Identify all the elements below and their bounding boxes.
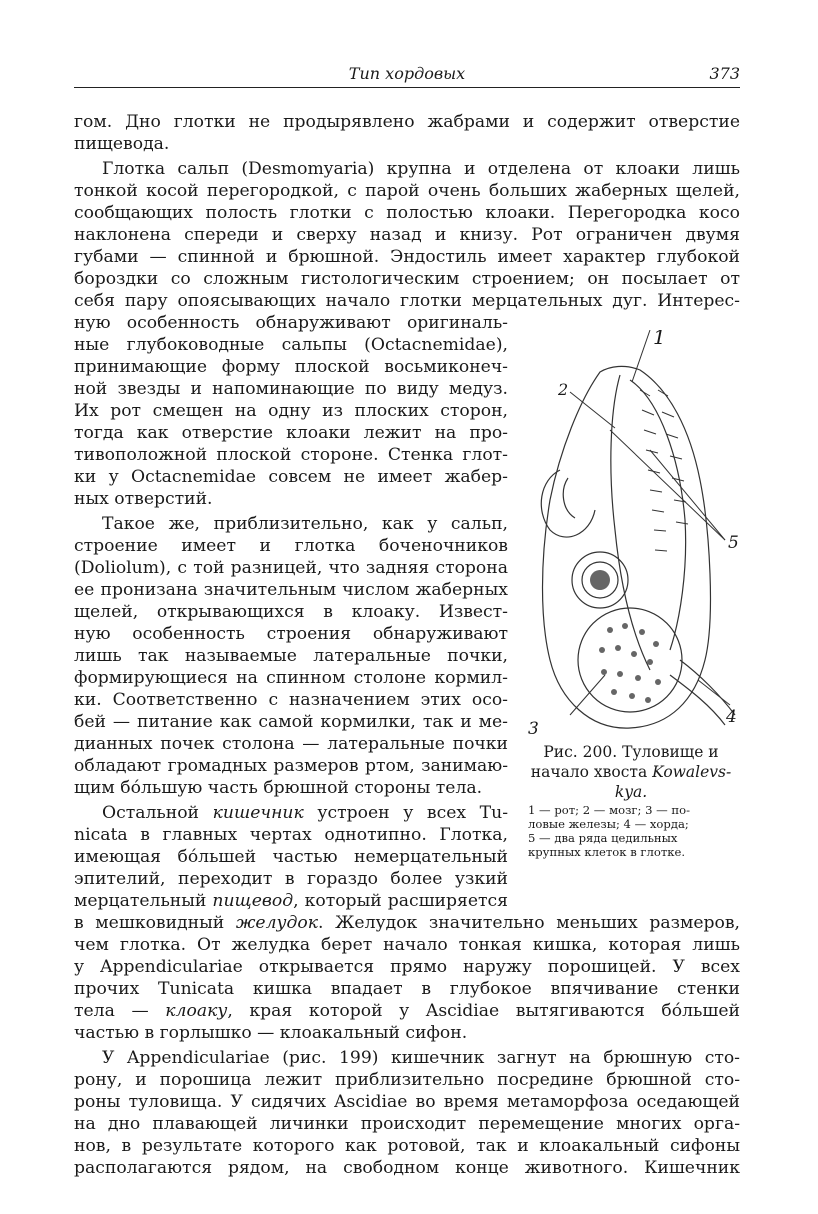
figure-label-4: 4 <box>726 707 737 727</box>
text-line: ки у Octacnemidae совсем не имеет жабер- <box>74 467 508 487</box>
term-intestine: кишечник <box>212 803 304 823</box>
text-line: ную особенность строения обнаруживают <box>74 624 508 644</box>
figure-kowalevskya <box>520 330 745 738</box>
text-line <box>74 890 508 912</box>
text-line: Такое же, приблизительно, как у сальп, <box>102 514 508 534</box>
text-line: тонкой косой перегородкой, с парой очень больших жаберных щелей, <box>74 181 740 201</box>
text-line: (Doliolum), с той разницей, что задняя сторона <box>74 558 508 578</box>
caption-species: kya. <box>614 783 648 801</box>
page-number: 373 <box>709 64 740 83</box>
text-run: устроен у всех Tu- <box>317 803 509 823</box>
text-line: имеющая бо́льшей частью немерцательный <box>74 847 508 867</box>
caption-line <box>520 762 742 782</box>
text-run: мерцательный <box>74 891 207 911</box>
figure-caption <box>520 742 742 802</box>
header-rule <box>74 87 740 88</box>
text-line: тивоположной плоской стороне. Стенка глот- <box>74 445 508 465</box>
text-line: пищевода. <box>74 134 170 154</box>
figure-label-2: 2 <box>558 380 569 399</box>
text-run: , края которой у Ascidiae вытягиваются бо́льшей <box>227 1001 741 1021</box>
text-line: ной звезды и напоминающие по виду медуз. <box>74 379 508 399</box>
text-line: лишь так называемые латеральные почки, <box>74 646 508 666</box>
term-stomach: желудок <box>235 913 319 933</box>
text-line: эпителий, переходит в гораздо более узкий <box>74 869 508 889</box>
caption-text: начало хвоста <box>530 763 648 781</box>
text-line: строение имеет и глотка боченочников <box>74 536 508 556</box>
term-cloaca: клоаку <box>165 1001 228 1021</box>
text-line: ную особенность обнаруживают оригиналь- <box>74 313 508 333</box>
text-run: , который расширяется <box>293 891 508 911</box>
text-line: щим бо́льшую часть брюшной стороны тела. <box>74 778 483 798</box>
text-line: Их рот смещен на одну из плоских сторон, <box>74 401 508 421</box>
text-run: в мешковидный <box>74 913 225 933</box>
figure-legend <box>528 803 742 859</box>
text-line: дианных почек столона — латеральные почки <box>74 734 508 754</box>
figure-label-5: 5 <box>728 533 739 553</box>
legend-line: 5 — два ряда цедильных <box>528 831 678 845</box>
text-run: . Желудок значительно меньших размеров, <box>318 913 740 933</box>
text-line: принимающие форму плоской восьмиконеч- <box>74 357 508 377</box>
text-line: себя пару опоясывающих начало глотки мерцательных дуг. Интерес- <box>74 291 740 311</box>
text-line: nicata в главных чертах однотипно. Глотка, <box>74 825 508 845</box>
legend-line: крупных клеток в глотке. <box>528 845 686 859</box>
text-run: Остальной <box>102 803 200 823</box>
text-line: сообщающих полость глотки с полостью клоаки. Перегородка косо <box>74 203 740 223</box>
text-line: бороздки со сложным гистологическим строением; он посылает от <box>74 269 740 289</box>
text-line: у Appendiculariae открывается прямо наружу порошицей. У всех <box>74 957 740 977</box>
text-line: чем глотка. От желудка берет начало тонкая кишка, которая лишь <box>74 935 740 955</box>
text-line: прочих Tunicata кишка впадает в глубокое впячивание стенки <box>74 979 740 999</box>
text-line <box>74 1000 740 1022</box>
caption-line: Рис. 200. Туловище и <box>543 743 719 761</box>
text-line: нов, в результате которого как ротовой, так и клоакальный сифоны <box>74 1136 740 1156</box>
caption-line <box>520 782 742 802</box>
text-line: обладают громадных размеров ртом, занимаю- <box>74 756 508 776</box>
text-line: гом. Дно глотки не продырявлено жабрами и содержит отверстие <box>74 112 740 132</box>
text-line: У Appendiculariae (рис. 199) кишечник загнут на брюшную сто- <box>102 1048 740 1068</box>
text-line: щелей, открывающихся в клоаку. Извест- <box>74 602 508 622</box>
running-title: Тип хордовых <box>348 64 466 83</box>
figure-label-3: 3 <box>528 719 539 738</box>
legend-line: 1 — рот; 2 — мозг; 3 — по- <box>528 803 691 817</box>
text-line: Глотка сальп (Desmomyaria) крупна и отделена от клоаки лишь <box>102 159 740 179</box>
text-line: ее пронизана значительным числом жаберных <box>74 580 508 600</box>
running-header <box>74 62 740 86</box>
text-line <box>74 802 508 824</box>
text-line: формирующиеся на спинном столоне кормил- <box>74 668 508 688</box>
caption-species: Kowalevs- <box>652 763 732 781</box>
text-line: бей — питание как самой кормилки, так и ме- <box>74 712 508 732</box>
text-line: ных отверстий. <box>74 489 213 509</box>
text-line: располагаются рядом, на свободном конце животного. Кишечник <box>74 1158 740 1178</box>
text-line: ные глубоководные сальпы (Octacnemidae), <box>74 335 508 355</box>
text-line: роны туловища. У сидячих Ascidiae во время метаморфоза оседающей <box>74 1092 740 1112</box>
text-line <box>74 912 740 934</box>
figure-label-1: 1 <box>653 330 666 349</box>
text-line: частью в горлышко — клоакальный сифон. <box>74 1023 468 1043</box>
text-line: на дно плавающей личинки происходит перемещение многих орга- <box>74 1114 740 1134</box>
text-line: наклонена спереди и сверху назад и книзу. Рот ограничен двумя <box>74 225 740 245</box>
text-line: ки. Соответственно с назначением этих осо- <box>74 690 508 710</box>
text-line: тогда как отверстие клоаки лежит на про- <box>74 423 508 443</box>
figure-drawing <box>520 330 745 738</box>
term-esophagus: пищевод <box>212 891 294 911</box>
text-line: рону, и порошица лежит приблизительно посредине брюшной сто- <box>74 1070 740 1090</box>
legend-line: ловые железы; 4 — хорда; <box>528 817 689 831</box>
text-line: губами — спинной и брюшной. Эндостиль имеет характер глубокой <box>74 247 740 267</box>
text-run: тела — <box>74 1001 149 1021</box>
